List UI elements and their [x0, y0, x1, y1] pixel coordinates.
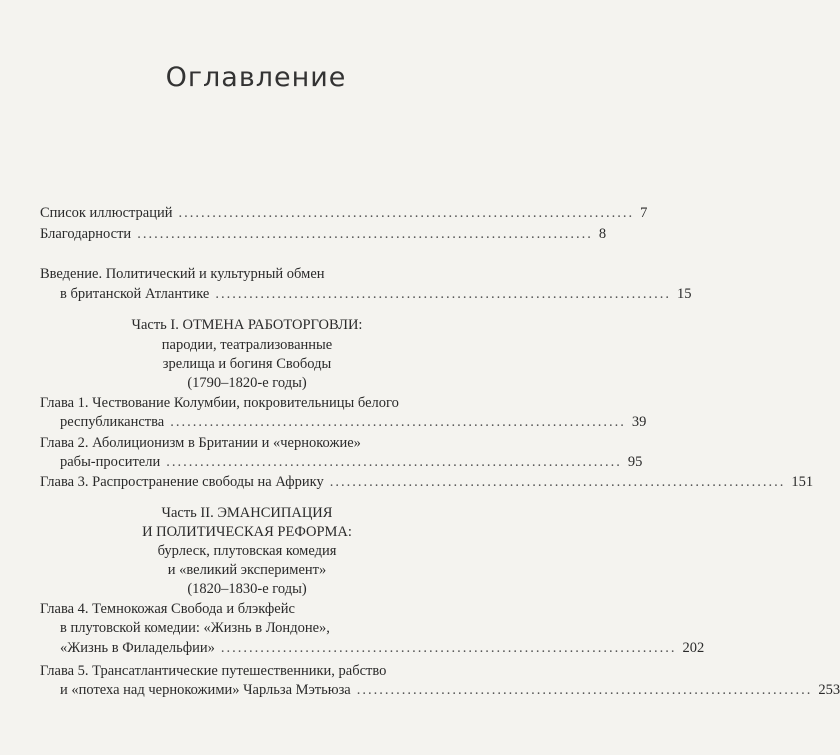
leader-dots: .................................................................................: [166, 454, 622, 470]
part2-heading-2: И ПОЛИТИЧЕСКАЯ РЕФОРМА:: [142, 524, 352, 540]
toc-page-number: 95: [627, 454, 643, 470]
leader-dots: .................................................................................: [356, 682, 813, 698]
toc-entry-introduction-line1[interactable]: Введение. Политический и культурный обмен: [40, 266, 325, 282]
leader-dots: .................................................................................: [170, 414, 626, 430]
part2-heading-1[interactable]: Часть II. ЭМАНСИПАЦИЯ: [161, 505, 333, 521]
part2-subtitle-1: бурлеск, плутовская комедия: [157, 543, 337, 559]
toc-entry-text: рабы-просители: [60, 454, 161, 470]
part1-heading[interactable]: Часть I. ОТМЕНА РАБОТОРГОВЛИ:: [131, 317, 363, 333]
toc-entry-text: республиканства: [60, 414, 165, 430]
toc-page-number: 202: [682, 640, 705, 656]
toc-entry-text: «Жизнь в Филадельфии»: [60, 640, 215, 656]
leader-dots: .................................................................................: [215, 286, 671, 302]
toc-entry-text: Благодарности: [40, 226, 132, 242]
toc-entry-text: и «потеха над чернокожими» Чарльза Мэтьюза: [60, 682, 351, 698]
leader-dots: .................................................................................: [137, 226, 593, 242]
toc-entry-text: в британской Атлантике: [60, 286, 210, 302]
part1-subtitle-1: пародии, театрализованные: [161, 337, 333, 353]
leader-dots: .................................................................................: [178, 205, 635, 221]
toc-entry-introduction[interactable]: [40, 285, 692, 303]
toc-entry-text: Список иллюстраций: [40, 205, 173, 221]
toc-page-number: 15: [676, 286, 692, 302]
toc-entry-chapter4[interactable]: [40, 639, 705, 657]
toc-entry-chapter1-line1[interactable]: Глава 1. Чествование Колумбии, покровительницы белого: [40, 395, 399, 411]
toc-entry-chapter1[interactable]: [40, 413, 647, 431]
toc-entry-chapter2[interactable]: [40, 453, 643, 471]
part2-years: (1820–1830-е годы): [187, 581, 307, 597]
toc-entry-chapter2-line1[interactable]: Глава 2. Аболиционизм в Британии и «чернокожие»: [40, 435, 361, 451]
part1-years: (1790–1820-е годы): [187, 375, 307, 391]
toc-entry-chapter4-line1[interactable]: Глава 4. Темнокожая Свобода и блэкфейс: [40, 601, 295, 617]
toc-page-number: 253: [818, 682, 840, 698]
toc-entry-chapter3[interactable]: [40, 473, 814, 491]
toc-entry-chapter4-line2: в плутовской комедии: «Жизнь в Лондоне»,: [60, 620, 330, 636]
toc-entry-chapter5-line1[interactable]: Глава 5. Трансатлантические путешественники, рабство: [40, 663, 387, 679]
toc-entry-acknowledgements[interactable]: [40, 225, 607, 243]
leader-dots: .................................................................................: [329, 474, 786, 490]
toc-page-number: 39: [631, 414, 647, 430]
leader-dots: .................................................................................: [220, 640, 677, 656]
part2-subtitle-2: и «великий эксперимент»: [167, 562, 327, 578]
toc-page-number: 8: [598, 226, 607, 242]
part1-subtitle-2: зрелища и богиня Свободы: [162, 356, 332, 372]
page-title: Оглавление: [165, 62, 347, 93]
toc-page-number: 151: [791, 474, 814, 490]
toc-entry-text: Глава 3. Распространение свободы на Африку: [40, 474, 324, 490]
toc-entry-illustrations[interactable]: [40, 204, 648, 222]
toc-page-number: 7: [640, 205, 648, 221]
toc-entry-chapter5[interactable]: [40, 681, 840, 699]
